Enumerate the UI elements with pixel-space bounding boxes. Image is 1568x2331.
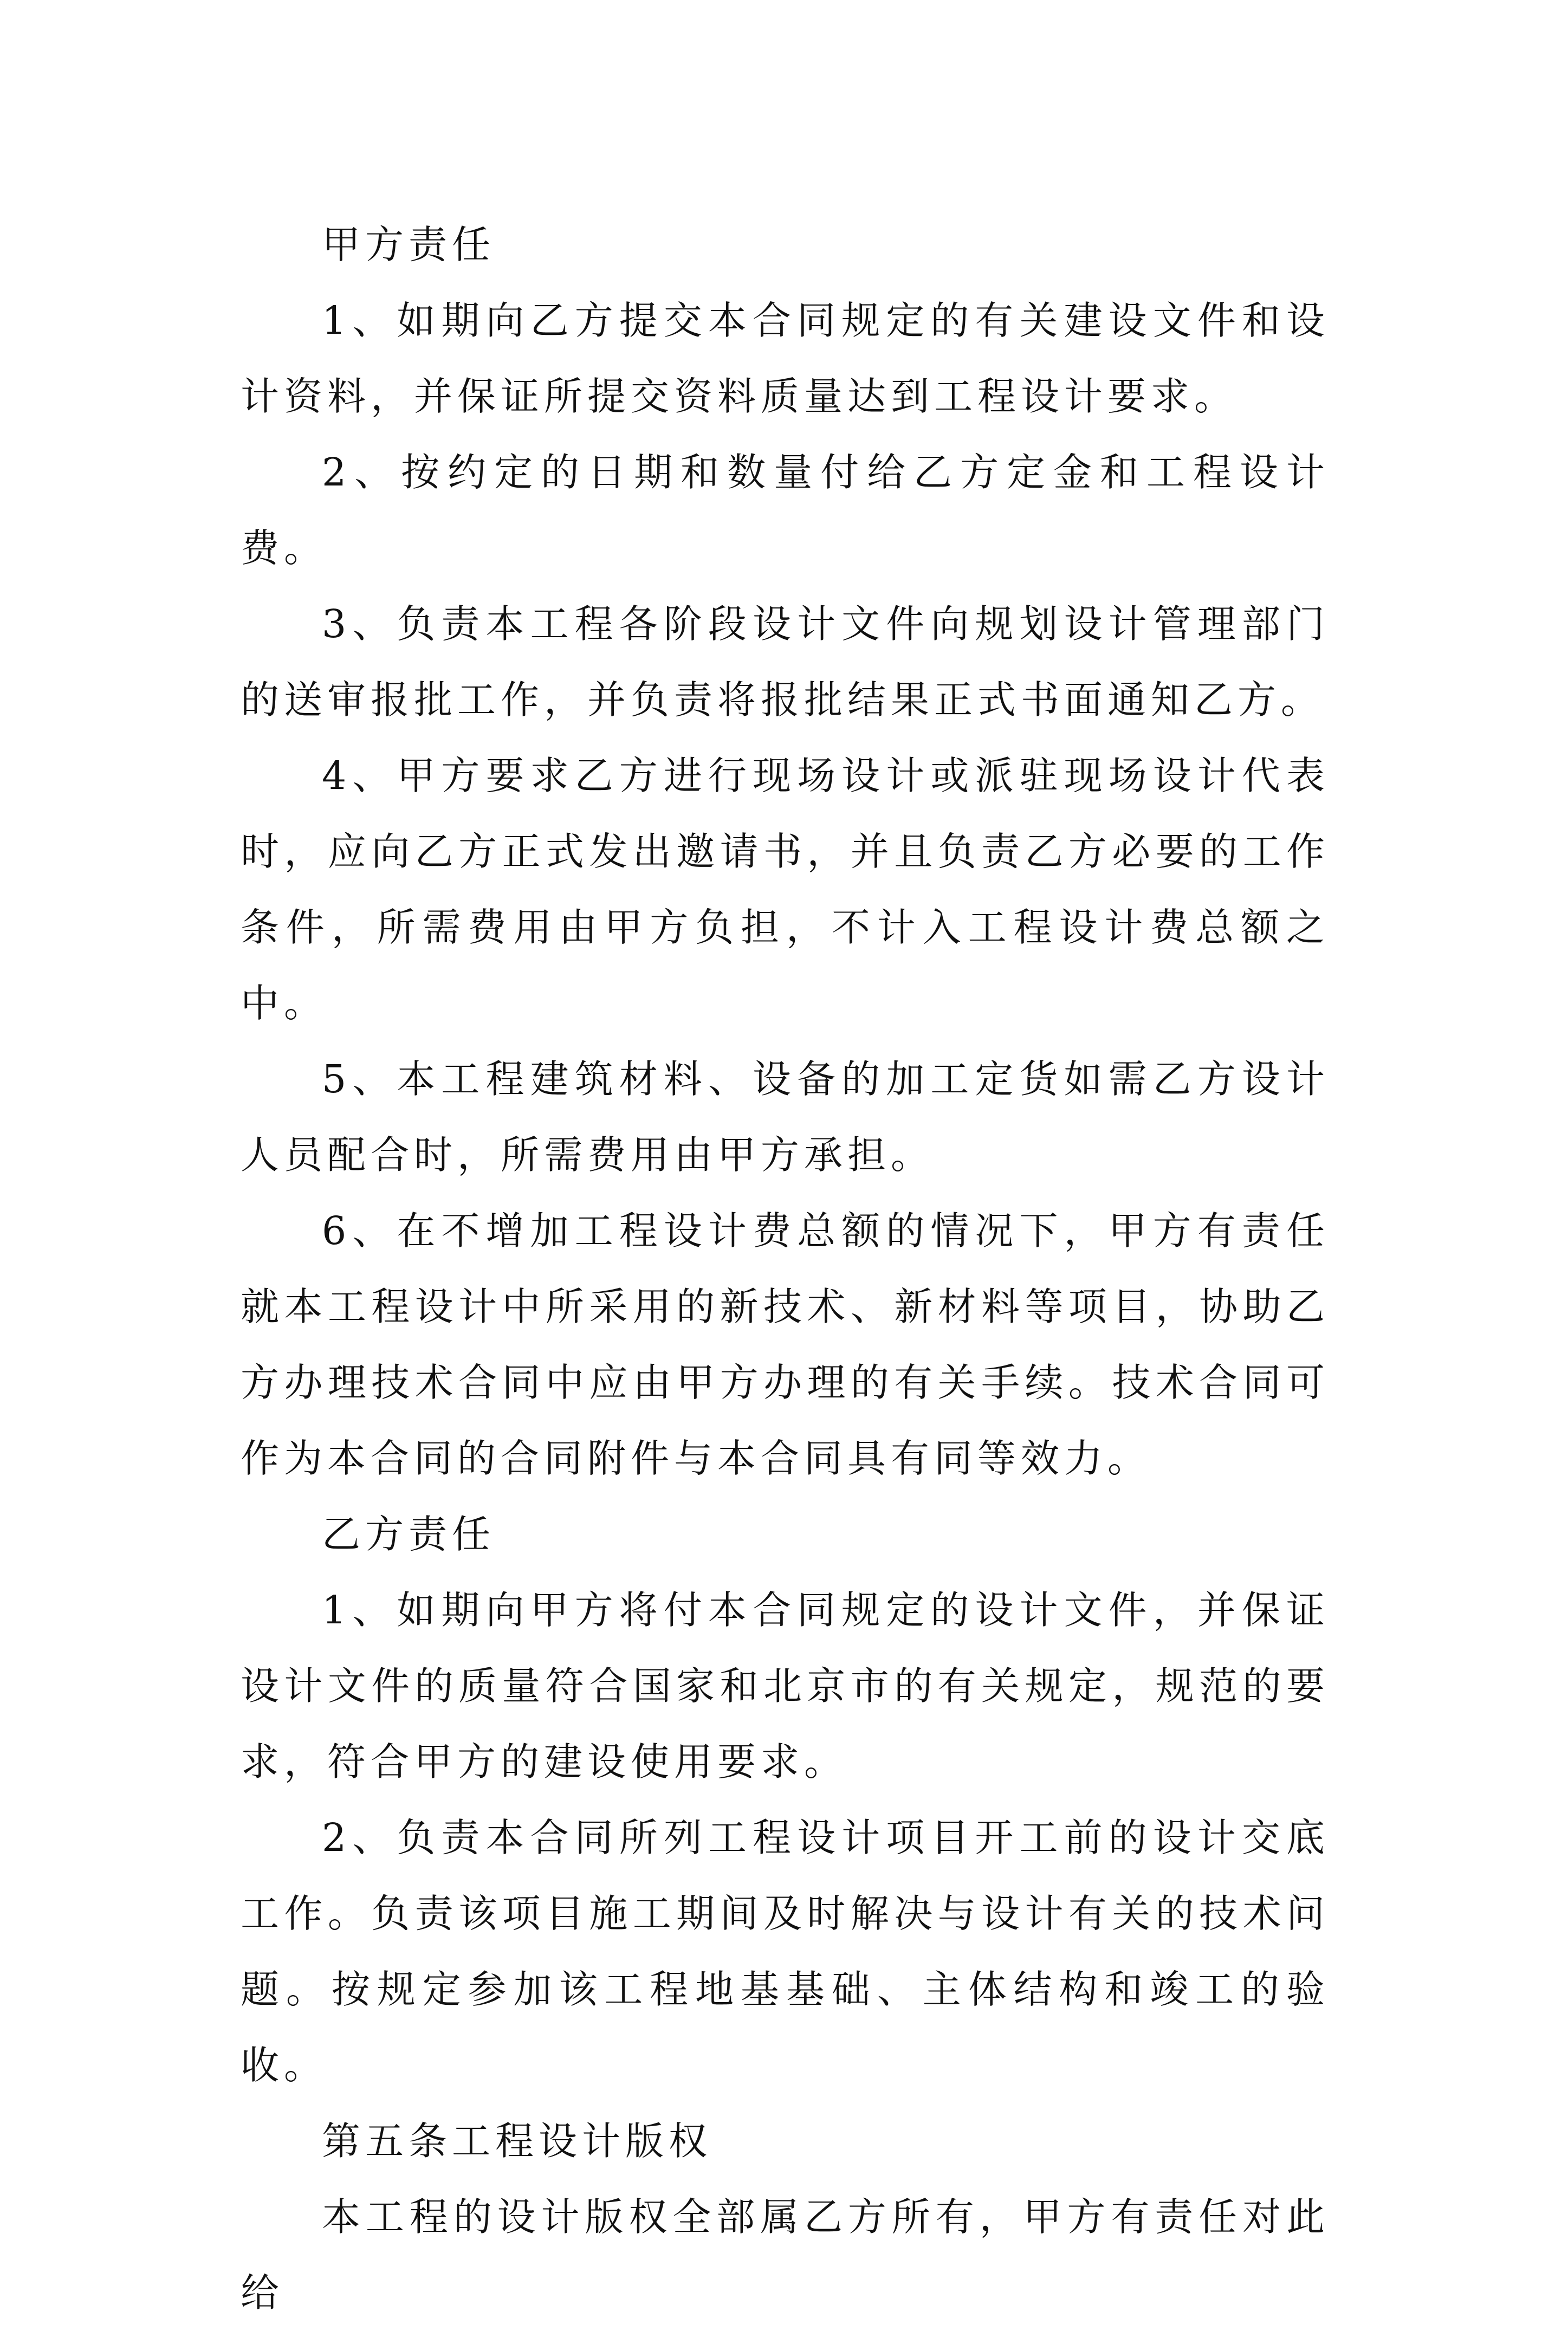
paragraph: 6、在不增加工程设计费总额的情况下，甲方有责任就本工程设计中所采用的新技术、新材料等项目，协助乙方办理技术合同中应由甲方办理的有关手续。技术合同可作为本合同的合同附件与本合同具有同等效力。 — [241, 1208, 1330, 1481]
article-heading: 第五条工程设计版权 — [322, 2119, 712, 2164]
paragraph: 1、如期向乙方提交本合同规定的有关建设文件和设计资料，并保证所提交资料质量达到工程设计要求。 — [241, 298, 1330, 419]
paragraph: 1、如期向甲方将付本合同规定的设计文件，并保证设计文件的质量符合国家和北京市的有关规定，规范的要求，符合甲方的建设使用要求。 — [241, 1588, 1330, 1784]
section-heading-party-a: 甲方责任 — [322, 222, 496, 267]
paragraph: 2、负责本合同所列工程设计项目开工前的设计交底工作。负责该项目施工期间及时解决与设计有关的技术问题。按规定参加该工程地基基础、主体结构和竣工的验收。 — [241, 1815, 1330, 2088]
paragraph: 本工程的设计版权全部属乙方所有，甲方有责任对此给 — [241, 2194, 1330, 2315]
paragraph: 4、甲方要求乙方进行现场设计或派驻现场设计代表时，应向乙方正式发出邀请书，并且负责乙方必要的工作条件，所需费用由甲方负担，不计入工程设计费总额之中。 — [241, 753, 1330, 1026]
document-body — [241, 207, 1330, 2331]
section-heading-party-b: 乙方责任 — [322, 1512, 496, 1557]
paragraph: 3、负责本工程各阶段设计文件向规划设计管理部门的送审报批工作，并负责将报批结果正式书面通知乙方。 — [241, 601, 1330, 722]
paragraph: 2、按约定的日期和数量付给乙方定金和工程设计费。 — [241, 450, 1330, 571]
paragraph: 5、本工程建筑材料、设备的加工定货如需乙方设计人员配合时，所需费用由甲方承担。 — [241, 1057, 1330, 1177]
